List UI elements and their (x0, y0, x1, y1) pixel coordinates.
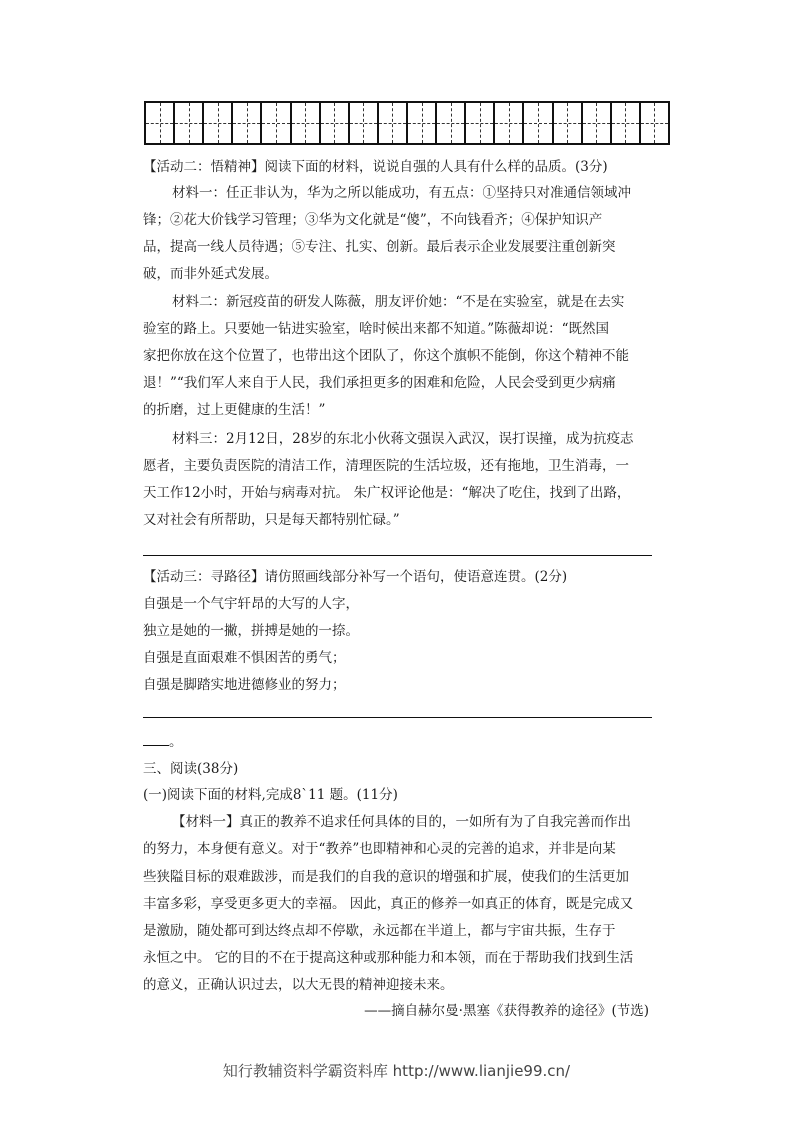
reading-para-line: 丰富多彩，享受更多更大的幸福。 因此，真正的修养一如真正的体育，既是完成又 (143, 896, 634, 912)
reading-para-line: 永恒之中。 它的目的不在于提高这种或那种能力和本领，而在于帮助我们找到生活 (143, 950, 634, 966)
activity3-line: 自强是一个气宇轩昂的大写的人字， (143, 596, 359, 612)
material3-line: 又对社会有所帮助，只是每天都特别忙碌。” (143, 512, 400, 528)
reading-para-line: 的意义，正确认识过去，以大无畏的精神迎接未来。 (143, 977, 454, 993)
activity3-line: 自强是直面艰难不惧困苦的勇气； (143, 650, 346, 666)
grid-cell[interactable] (292, 103, 321, 143)
answer-line[interactable] (143, 555, 652, 556)
reading-para-line: 的努力，本身便有意义。对于“教养”也即精神和心灵的完善的追求，并非是向某 (143, 841, 616, 857)
material3-line: 天工作12小时，开始与病毒对抗。 朱广权评论他是：“解决了吃住，找到了出路， (143, 485, 631, 501)
end-mark: 。 (169, 734, 183, 750)
material1-line: 品，提高一线人员待遇；⑤专注、扎实、创新。最后表示企业发展要注重创新突 (143, 239, 616, 255)
grid-cell[interactable] (583, 103, 612, 143)
reading-para-line: 是激励，随处都可到达终点却不停歇，永远都在半道上，都与宇宙共振，生存于 (143, 923, 616, 939)
answer-continuation[interactable] (143, 727, 655, 757)
grid-cell[interactable] (350, 103, 379, 143)
activity3-title: 【活动三：寻路径】请仿照画线部分补写一个语句，使语意连贯。(2分) (143, 569, 568, 585)
activity3-line: 自强是脚踏实地进德修业的努力； (143, 677, 346, 693)
grid-cell[interactable] (408, 103, 437, 143)
material1-line: 材料一：任正非认为，华为之所以能成功，有五点：①坚持只对准通信领域冲 (172, 185, 631, 201)
material3-line: 愿者，主要负责医院的清洁工作，清理医院的生活垃圾，还有拖地，卫生消毒，一 (143, 458, 629, 474)
material2-line: 退！”“我们军人来自于人民，我们承担更多的困难和危险，人民会受到更少病痛 (143, 375, 616, 391)
grid-cell[interactable] (641, 103, 668, 143)
grid-cell[interactable] (437, 103, 466, 143)
material1-line: 破，而非外延式发展。 (143, 266, 278, 282)
material2-line: 家把你放在这个位置了，也带出这个团队了，你这个旗帜不能倒，你这个精神不能 (143, 348, 629, 364)
grid-cell[interactable] (321, 103, 350, 143)
answer-line[interactable] (143, 717, 652, 718)
grid-cell[interactable] (262, 103, 291, 143)
grid-cell[interactable] (233, 103, 262, 143)
material3-line: 材料三：2月12日，28岁的东北小伙蒋文强误入武汉，误打误撞，成为抗疫志 (172, 431, 634, 447)
grid-cell[interactable] (466, 103, 495, 143)
grid-cell[interactable] (612, 103, 641, 143)
material1-line: 锋；②花大价钱学习管理；③华为文化就是“傻”，不向钱看齐；④保护知识产 (143, 212, 603, 228)
material2-line: 的折磨，过上更健康的生活！” (143, 402, 326, 418)
grid-cell[interactable] (204, 103, 233, 143)
reading-para-line: 【材料一】真正的教养不追求任何具体的目的，一如所有为了自我完善而作出 (172, 814, 631, 830)
grid-cell[interactable] (554, 103, 583, 143)
section3-title: 三、阅读(38分) (143, 761, 239, 777)
section3-subtitle: (一)阅读下面的材料,完成8`11 题。(11分) (143, 787, 398, 803)
grid-cell[interactable] (379, 103, 408, 143)
grid-cell[interactable] (175, 103, 204, 143)
activity3-line: 独立是她的一撇，拼搏是她的一捺。 (143, 623, 359, 639)
grid-cell[interactable] (495, 103, 524, 143)
material2-line: 材料二：新冠疫苗的研发人陈薇，朋友评价她：“不是在实验室，就是在去实 (172, 294, 625, 310)
material2-line: 验室的路上。只要她一钻进实验室，啥时候出来都不知道。”陈薇却说：“既然国 (143, 321, 610, 337)
footer-watermark[interactable]: 知行教辅资料学霸资料库 http://www.lianjie99.cn/ (222, 1062, 571, 1080)
source-citation: ——摘自赫尔曼·黑塞《获得教养的途径》(节选) (364, 1003, 649, 1019)
activity2-title: 【活动二：悟精神】阅读下面的材料，说说自强的人具有什么样的品质。(3分) (143, 159, 608, 175)
answer-grid (144, 101, 670, 145)
grid-cell[interactable] (146, 103, 175, 143)
grid-cell[interactable] (524, 103, 553, 143)
reading-para-line: 些狭隘目标的艰难跋涉，而是我们的自我的意识的增强和扩展，使我们的生活更加 (143, 869, 629, 885)
